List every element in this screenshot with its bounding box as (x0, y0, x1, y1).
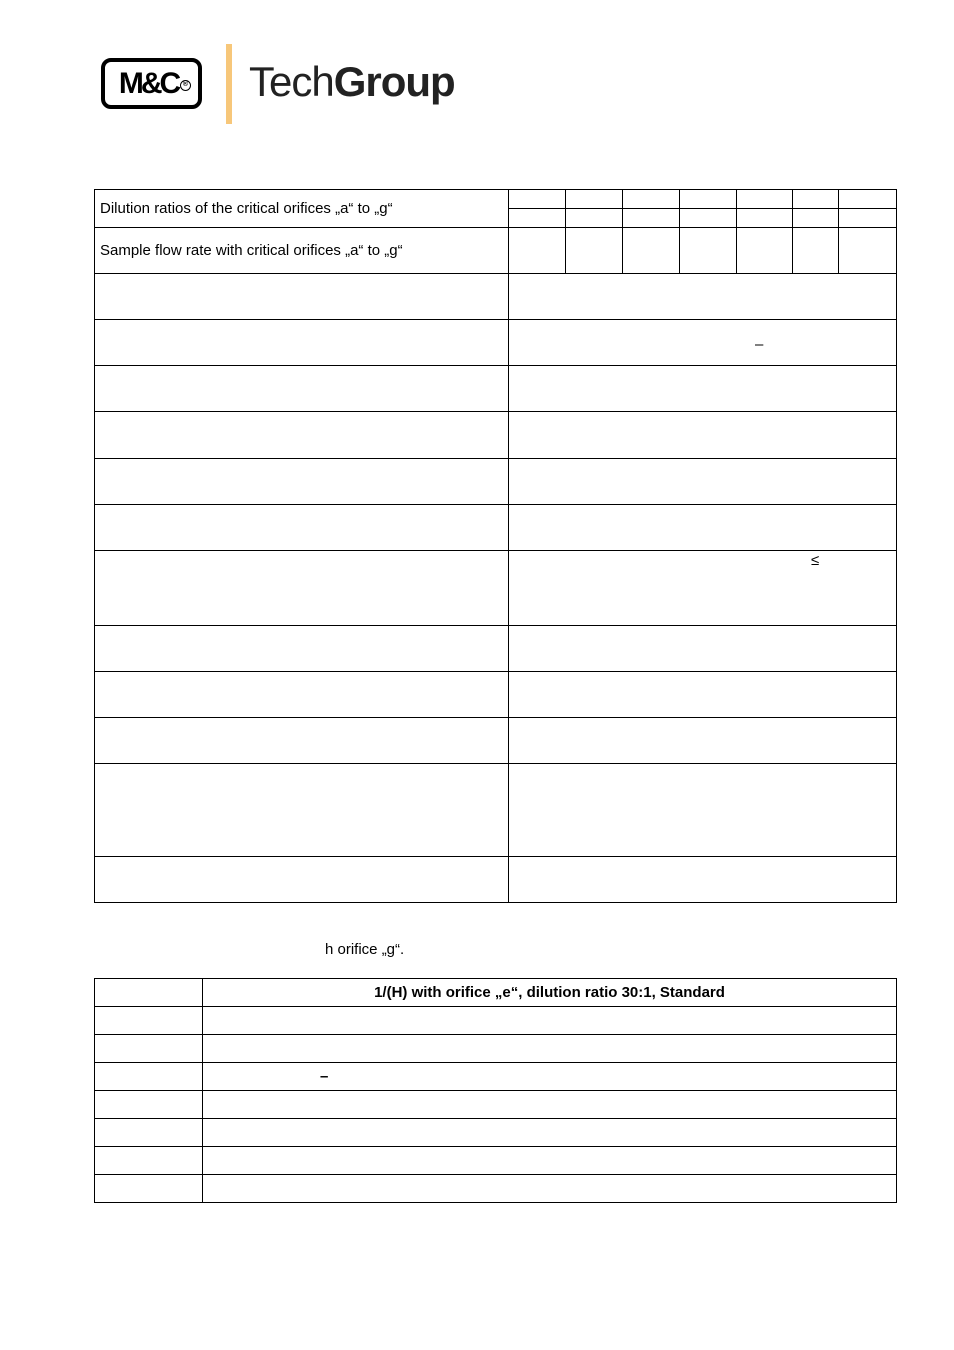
cell (95, 979, 203, 1007)
spec-value (509, 274, 897, 320)
logo-divider-bar (226, 44, 232, 124)
cell (203, 1119, 897, 1147)
techgroup-logo-text (249, 58, 455, 105)
cell (680, 228, 737, 274)
spec-label (95, 857, 509, 903)
spec-value (509, 505, 897, 551)
dilution-ratios-label: Dilution ratios of the critical orifices „a“ to „g“ (95, 190, 509, 228)
logo-tech: Tech (249, 58, 334, 105)
spec-label (95, 505, 509, 551)
cell (680, 209, 737, 228)
spec-label (95, 551, 509, 626)
spec-value (509, 412, 897, 459)
cell (680, 190, 737, 209)
orifice-table (94, 978, 897, 1203)
cell (839, 209, 897, 228)
cell (509, 190, 566, 209)
dash-symbol: – (755, 336, 764, 353)
cell (203, 1091, 897, 1119)
cell (95, 1035, 203, 1063)
spec-value (509, 672, 897, 718)
logo-group: Group (333, 58, 455, 105)
spec-label (95, 626, 509, 672)
cell (203, 1147, 897, 1175)
cell (95, 1091, 203, 1119)
registered-mark: ® (180, 80, 191, 91)
cell (203, 1063, 897, 1091)
company-logo (101, 44, 461, 124)
spec-value (509, 459, 897, 505)
cell (95, 1007, 203, 1035)
cell (737, 228, 793, 274)
specifications-table (94, 189, 897, 903)
spec-label (95, 274, 509, 320)
spec-value (509, 764, 897, 857)
orifice-note: h orifice „g“. (325, 941, 405, 958)
cell (793, 228, 839, 274)
cell (623, 190, 680, 209)
cell (839, 190, 897, 209)
spec-value (509, 366, 897, 412)
cell (95, 1119, 203, 1147)
cell (793, 190, 839, 209)
cell (509, 228, 566, 274)
cell (566, 228, 623, 274)
spec-label (95, 718, 509, 764)
cell (509, 209, 566, 228)
dash-symbol: – (320, 1068, 329, 1085)
cell (566, 190, 623, 209)
cell (623, 209, 680, 228)
spec-label (95, 764, 509, 857)
spec-label (95, 459, 509, 505)
mc-logo-text: M&C (118, 66, 179, 100)
spec-label (95, 366, 509, 412)
cell (203, 1175, 897, 1203)
cell (203, 1035, 897, 1063)
cell (95, 1147, 203, 1175)
spec-value (509, 857, 897, 903)
cell (95, 1175, 203, 1203)
cell (203, 1007, 897, 1035)
cell (793, 209, 839, 228)
orifice-table-header: 1/(H) with orifice „e“, dilution ratio 30:1, Standard (203, 979, 897, 1007)
cell (566, 209, 623, 228)
spec-value (509, 718, 897, 764)
cell (737, 209, 793, 228)
cell (839, 228, 897, 274)
cell (623, 228, 680, 274)
cell (737, 190, 793, 209)
leq-symbol: ≤ (811, 552, 820, 569)
spec-value (509, 320, 897, 366)
spec-label (95, 320, 509, 366)
sample-flow-rate-label: Sample flow rate with critical orifices „a“ to „g“ (95, 228, 509, 274)
spec-label (95, 672, 509, 718)
spec-label (95, 412, 509, 459)
spec-value (509, 551, 897, 626)
cell (95, 1063, 203, 1091)
spec-value (509, 626, 897, 672)
mc-logo-box (101, 58, 202, 109)
